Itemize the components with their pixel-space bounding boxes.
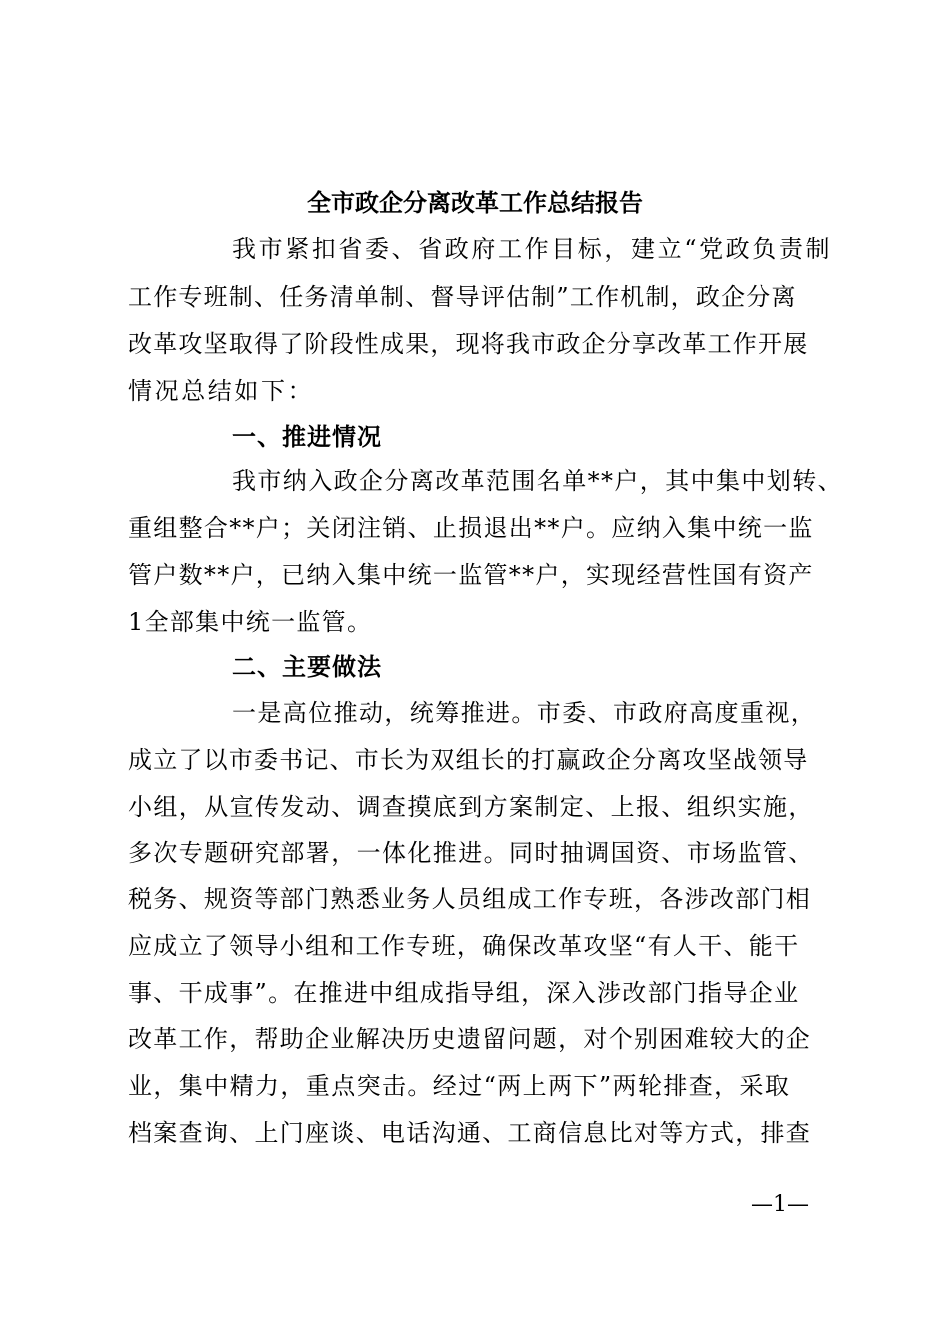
section1-line-3: 管户数**户，已纳入集中统一监管**户，实现经营性国有资产 — [128, 561, 814, 589]
section2-line-10: 档案查询、上门座谈、电话沟通、工商信息比对等方式，排查 — [128, 1119, 812, 1147]
section2-line-3: 小组，从宣传发动、调查摸底到方案制定、上报、组织实施， — [128, 793, 814, 821]
section1-line-1: 我市纳入政企分离改革范围名单**户，其中集中划转、 — [232, 467, 843, 495]
intro-line-1: 我市紧扣省委、省政府工作目标，建立“党政负责制 — [232, 235, 833, 263]
section-heading-progress: 一、推进情况 — [232, 423, 382, 451]
section2-line-7: 事、干成事”。在推进中组成指导组，深入涉改部门指导企业 — [128, 979, 800, 1007]
section2-line-1: 一是高位推动，统筹推进。市委、市政府高度重视， — [232, 699, 817, 727]
intro-line-4: 情况总结如下： — [128, 377, 315, 405]
section2-line-5: 税务、规资等部门熟悉业务人员组成工作专班，各涉改部门相 — [128, 885, 812, 913]
section2-line-4: 多次专题研究部署，一体化推进。同时抽调国资、市场监管、 — [128, 839, 814, 867]
section2-line-6: 应成立了领导小组和工作专班，确保改革攻坚“有人干、能干 — [128, 932, 800, 960]
intro-line-3: 改革攻坚取得了阶段性成果，现将我市政企分享改革工作开展 — [128, 330, 809, 358]
section1-line-4: 1全部集中统一监管。 — [128, 608, 373, 636]
section1-line-2: 重组整合**户；关闭注销、止损退出**户。应纳入集中统一监 — [128, 514, 814, 542]
section2-line-2: 成立了以市委书记、市长为双组长的打赢政企分离攻坚战领导 — [128, 746, 809, 774]
page-number: —1— — [751, 1192, 809, 1217]
intro-line-2: 工作专班制、任务清单制、督导评估制”工作机制，政企分离 — [128, 283, 797, 311]
document-title: 全市政企分离改革工作总结报告 — [307, 188, 643, 217]
section2-line-8: 改革工作，帮助企业解决历史遗留问题，对个别困难较大的企 — [128, 1025, 812, 1053]
section-heading-methods: 二、主要做法 — [232, 653, 382, 681]
section2-line-9: 业，集中精力，重点突击。经过“两上两下”两轮排查，采取 — [128, 1072, 791, 1100]
